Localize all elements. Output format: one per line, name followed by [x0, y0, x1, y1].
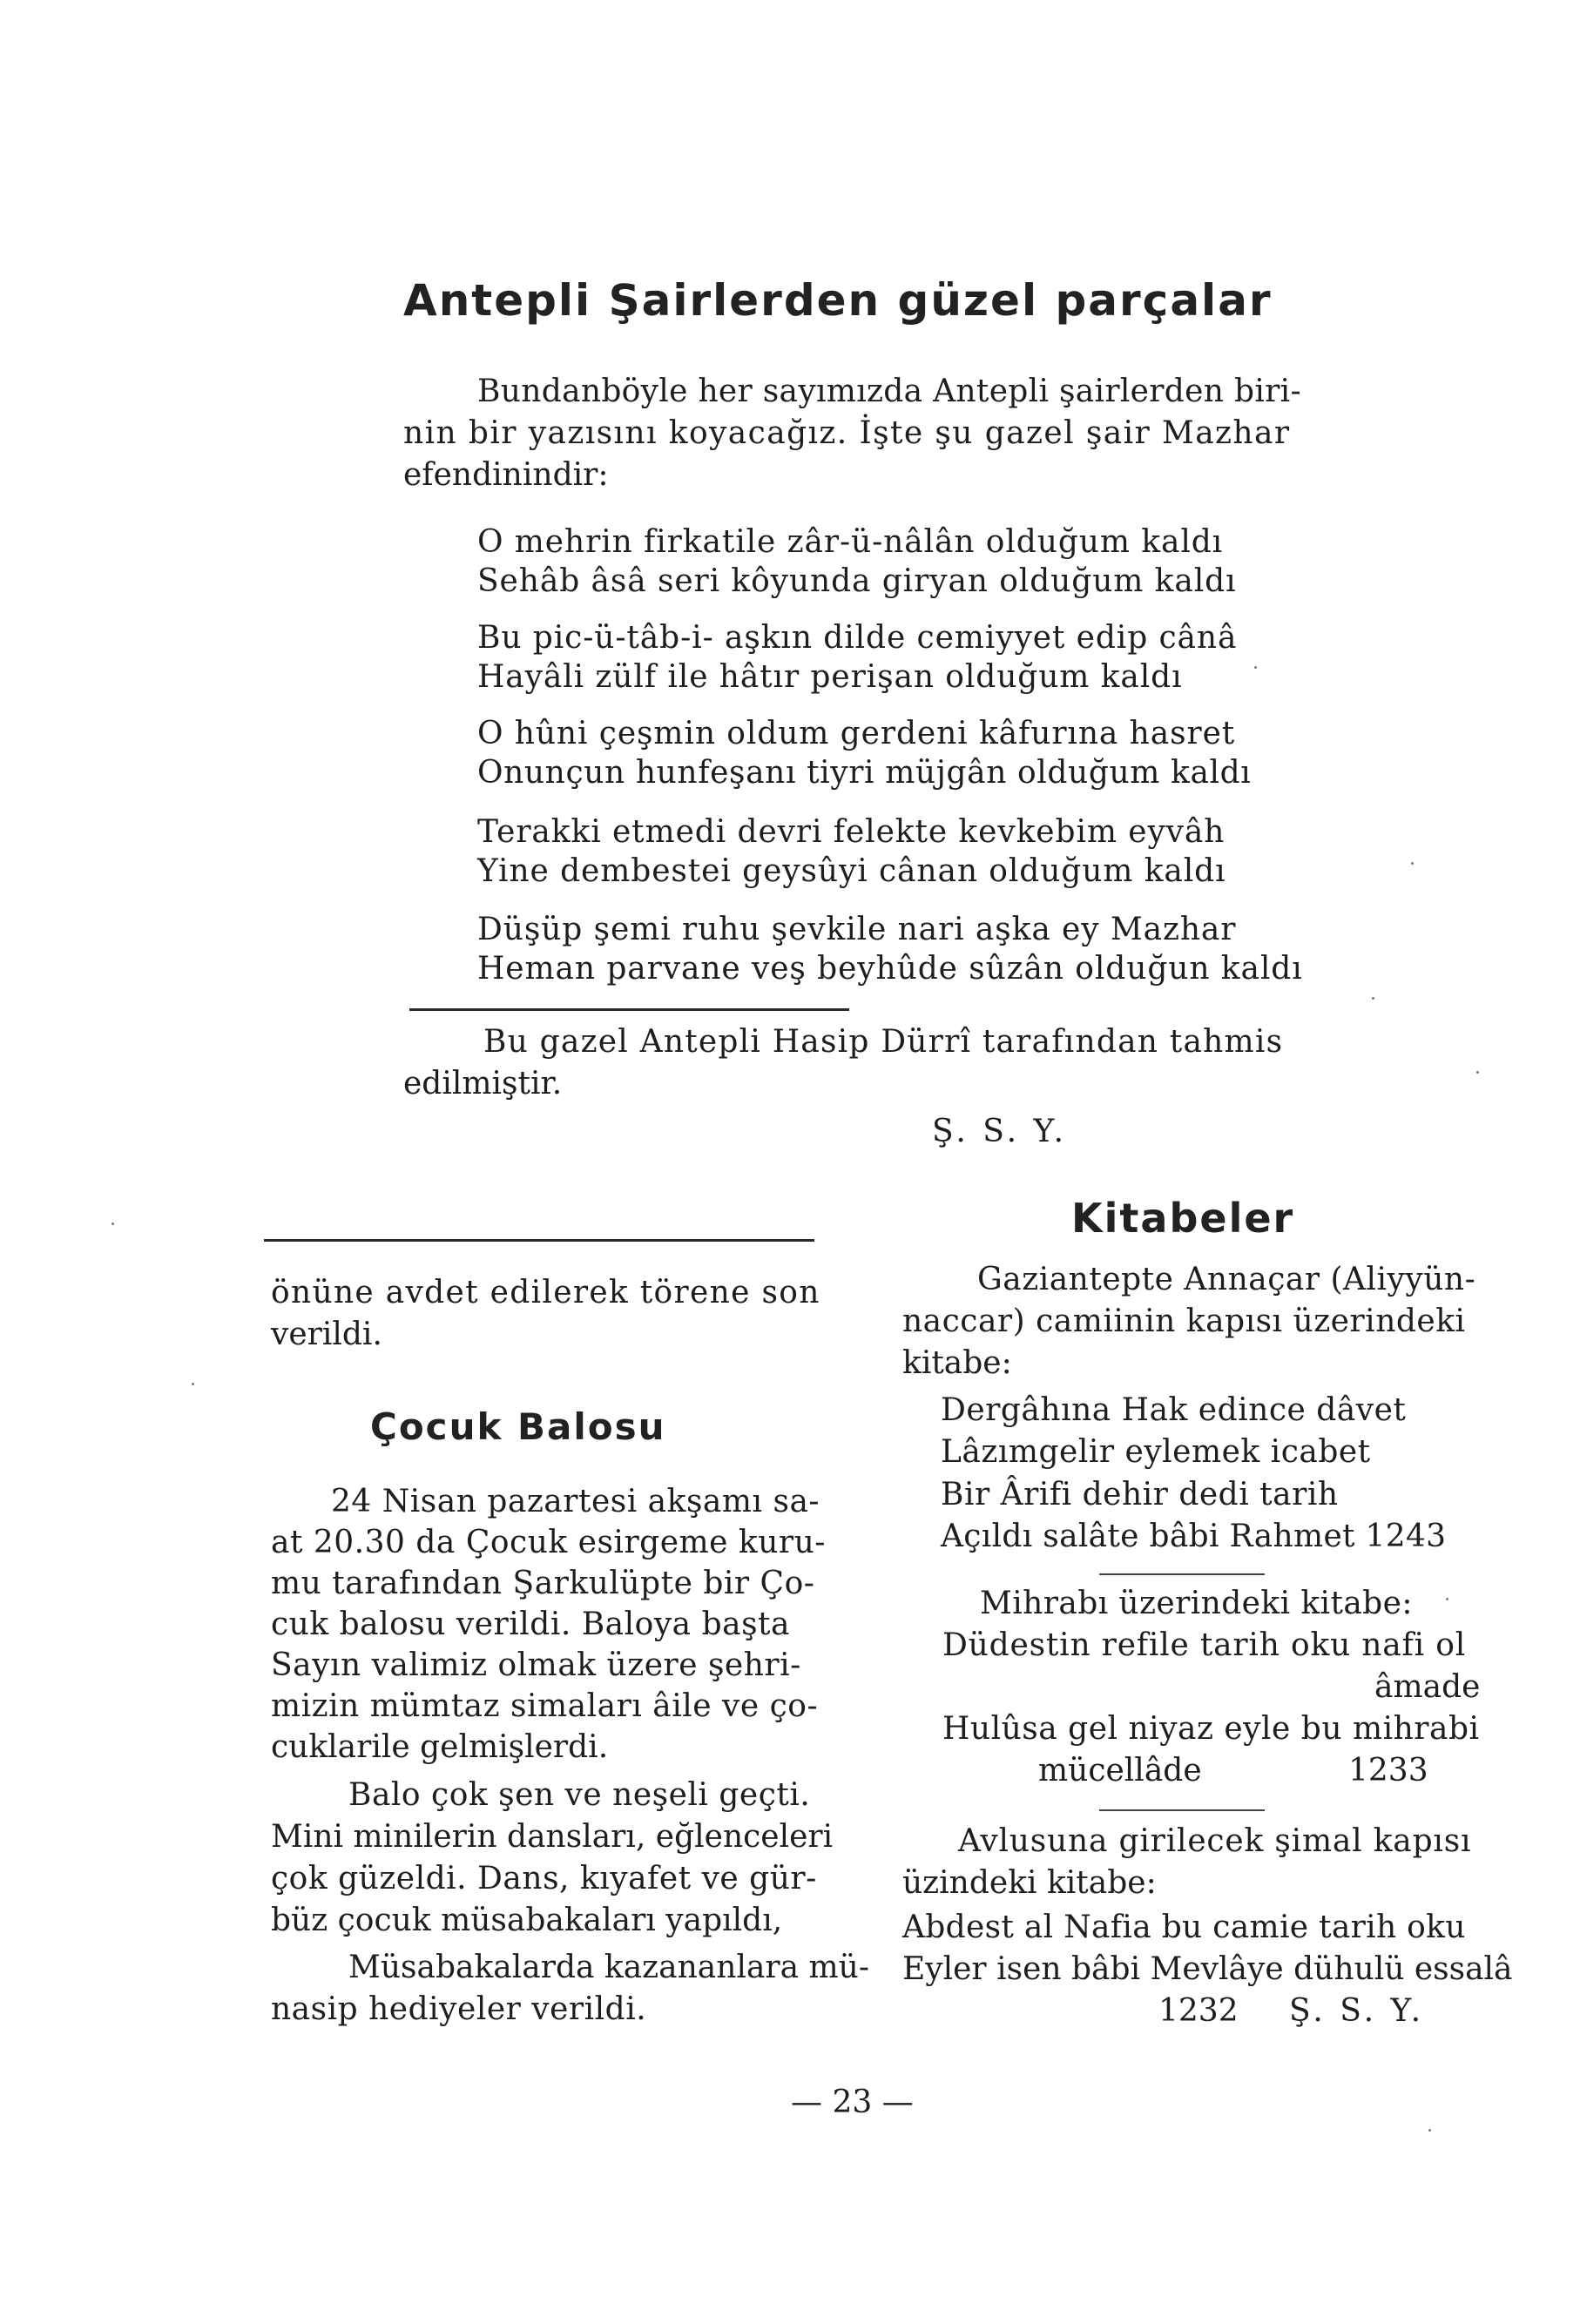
- body-line: Sayın valimiz olmak üzere şehri-: [271, 1647, 801, 1683]
- body-line: büz çocuk müsabakaları yapıldı,: [271, 1903, 783, 1938]
- section-divider: [409, 1008, 849, 1011]
- scan-speck: [192, 1383, 194, 1385]
- intro-line: Bundanböyle her sayımızda Antepli şairlerden biri-: [477, 374, 1301, 409]
- note-line: edilmiştir.: [403, 1066, 563, 1101]
- continuation-line: verildi.: [271, 1317, 382, 1352]
- scan-speck: [1476, 1071, 1479, 1074]
- inscription-line: Dergâhına Hak edince dâvet: [941, 1392, 1407, 1428]
- poem-line: Heman parvane veş beyhûde sûzân olduğun kaldı: [477, 951, 1303, 987]
- body-line: 24 Nisan pazartesi akşamı sa-: [331, 1484, 820, 1519]
- section-title: Çocuk Balosu: [370, 1405, 666, 1448]
- inscription-line: Bir Ârifi dehir dedi tarih: [941, 1477, 1339, 1512]
- inscription-line: Düdestin refile tarih oku nafi ol: [942, 1627, 1467, 1663]
- scan-speck: [1372, 997, 1374, 1000]
- scan-speck: [111, 1223, 114, 1225]
- inscription-year: 1232: [1158, 1993, 1239, 2029]
- poem-line: O mehrin firkatile zâr-ü-nâlân olduğum kaldı: [477, 524, 1224, 560]
- inscription-line: Lâzımgelir eylemek icabet: [941, 1434, 1371, 1470]
- inscription-line: Açıldı salâte bâbi Rahmet 1243: [941, 1519, 1447, 1554]
- body-line: at 20.30 da Çocuk esirgeme kuru-: [271, 1525, 826, 1560]
- body-line: cuklarile gelmişlerdi.: [271, 1729, 609, 1765]
- body-line: Mini minilerin dansları, eğlenceleri: [271, 1819, 834, 1855]
- inscription-line: âmade: [1374, 1669, 1481, 1705]
- column-divider: [264, 1239, 814, 1242]
- scan-speck: [1254, 666, 1257, 669]
- separator: [1099, 1573, 1265, 1575]
- poem-line: Sehâb âsâ seri kôyunda giryan olduğum kaldı: [477, 563, 1237, 599]
- body-line: üzindeki kitabe:: [902, 1865, 1157, 1901]
- poem-line: Bu pic-ü-tâb-i- aşkın dilde cemiyyet edip cânâ: [477, 620, 1238, 656]
- article-title: Antepli Şairlerden güzel parçalar: [403, 275, 1273, 326]
- inscription-line: mücellâde: [1038, 1753, 1202, 1788]
- body-line: mizin mümtaz simaları âile ve ço-: [271, 1688, 819, 1724]
- inscription-year: 1233: [1348, 1753, 1428, 1788]
- page-number: — 23 —: [791, 2085, 914, 2120]
- poem-line: Yine dembestei geysûyi cânan olduğum kaldı: [477, 853, 1226, 889]
- body-line: Müsabakalarda kazananlara mü-: [348, 1950, 870, 1985]
- body-line: cuk balosu verildi. Baloya başta: [271, 1607, 790, 1642]
- intro-line: efendinindir:: [403, 457, 609, 493]
- signature: Ş. S. Y.: [1289, 1993, 1425, 2029]
- scan-speck: [1428, 2129, 1431, 2132]
- body-line: Avlusuna girilecek şimal kapısı: [958, 1823, 1472, 1859]
- inscription-line: Hulûsa gel niyaz eyle bu mihrabi: [942, 1711, 1480, 1747]
- continuation-line: önüne avdet edilerek törene son: [271, 1275, 820, 1310]
- signature: Ş. S. Y.: [932, 1114, 1068, 1149]
- scan-speck: [1446, 1598, 1448, 1600]
- body-line: kitabe:: [902, 1345, 1012, 1381]
- scan-speck: [1411, 862, 1414, 865]
- body-line: Balo çok şen ve neşeli geçti.: [348, 1777, 811, 1813]
- poem-line: Onunçun hunfeşanı tiyri müjgân olduğum kaldı: [477, 755, 1252, 791]
- poem-line: O hûni çeşmin oldum gerdeni kâfurına hasret: [477, 716, 1236, 751]
- body-line: Mihrabı üzerindeki kitabe:: [980, 1586, 1413, 1621]
- note-line: Bu gazel Antepli Hasip Dürrî tarafından tahmis: [483, 1024, 1284, 1060]
- poem-line: Terakki etmedi devri felekte kevkebim eyvâh: [477, 814, 1226, 850]
- body-line: çok güzeldi. Dans, kıyafet ve gür-: [271, 1861, 817, 1896]
- inscription-line: Eyler isen bâbi Mevlâye dühulü essalâ: [902, 1951, 1513, 1987]
- section-title: Kitabeler: [1071, 1195, 1295, 1242]
- inscription-line: Abdest al Nafia bu camie tarih oku: [902, 1910, 1466, 1945]
- intro-line: nin bir yazısını koyacağız. İşte şu gazel şair Mazhar: [403, 415, 1291, 451]
- poem-line: Hayâli zülf ile hâtır perişan olduğum kaldı: [477, 659, 1183, 695]
- poem-line: Düşüp şemi ruhu şevkile nari aşka ey Mazhar: [477, 912, 1237, 947]
- body-line: mu tarafından Şarkulüpte bir Ço-: [271, 1566, 815, 1601]
- body-line: Gaziantepte Annaçar (Aliyyün-: [977, 1262, 1476, 1297]
- body-line: nasip hediyeler verildi.: [271, 1991, 647, 2027]
- body-line: naccar) camiinin kapısı üzerindeki: [902, 1303, 1466, 1339]
- separator: [1099, 1809, 1265, 1811]
